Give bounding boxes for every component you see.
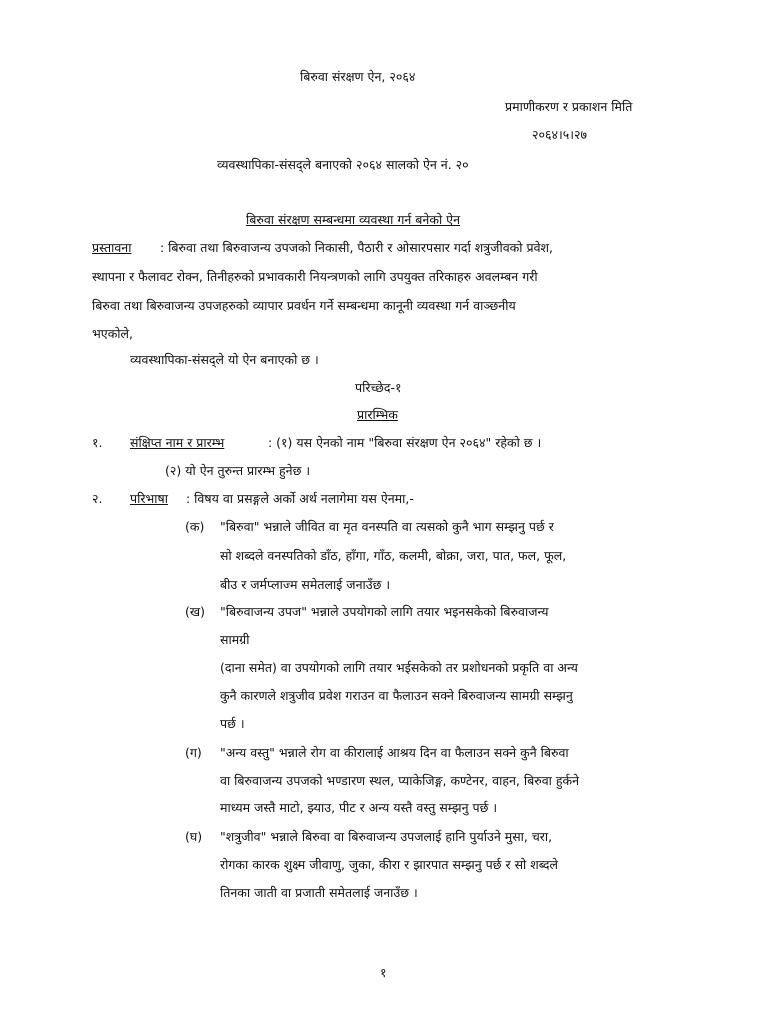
page-number: १ <box>380 965 387 980</box>
section-1-heading: संक्षिप्त नाम र प्रारम्भ <box>130 435 225 450</box>
section-2-text: : विषय वा प्रसङ्गले अर्को अर्थ नलागेमा यस ऐनमा,- <box>186 491 414 506</box>
clause-line: सो शब्दले वनस्पतिको डाँठ, हाँगा, गाँठ, कलमी, बोक्रा, जरा, पात, फल, फूल, <box>220 548 567 563</box>
section-1-text: : (१) यस ऐनको नाम "बिरुवा संरक्षण ऐन २०६४" रहेको छ । <box>268 435 542 450</box>
preamble-label: प्रस्तावना <box>92 240 132 255</box>
section-2-heading: परिभाषा <box>130 491 168 506</box>
chapter-name: प्रारम्भिक <box>357 407 398 422</box>
clause-label: (ख) <box>185 604 205 619</box>
authentication-label: प्रमाणीकरण र प्रकाशन मिति <box>505 99 633 114</box>
clause-line: "अन्य वस्तु" भन्नाले रोग वा कीरालाई आश्रय दिन वा फैलाउन सक्ने कुनै बिरुवा <box>220 745 569 760</box>
authentication-date: २०६४।५।२७ <box>532 127 587 142</box>
clause-line: रोगका कारक शुक्ष्म जीवाणु, जुका, कीरा र झारपात सम्झनु पर्छ र सो शब्दले <box>220 857 559 872</box>
clause-label: (घ) <box>185 829 203 844</box>
clause-line: तिनका जाती वा प्रजाती समेतलाई जनाउँछ । <box>220 885 418 900</box>
preamble-line-1: : बिरुवा तथा बिरुवाजन्य उपजको निकासी, पैठारी र ओसारपसार गर्दा शत्रुजीवको प्रवेश, <box>160 240 553 255</box>
clause-line: वा बिरुवाजन्य उपजको भण्डारण स्थल, प्याकेजिङ्ग, कण्टेनर, वाहन, बिरुवा हुर्कने <box>220 773 580 788</box>
preamble-line-4: भएकोले, <box>92 326 133 341</box>
clause-label: (क) <box>185 519 205 534</box>
clause-line: "बिरुवा" भन्नाले जीवित वा मृत वनस्पति वा त्यसको कुनै भाग सम्झनु पर्छ र <box>220 519 554 534</box>
clause-line: "बिरुवाजन्य उपज" भन्नाले उपयोगको लागि तयार भइनसकेको बिरुवाजन्य <box>220 604 549 619</box>
clause-line: "शत्रुजीव" भन्नाले बिरुवा वा बिरुवाजन्य उपजलाई हानि पुर्याउने मुसा, चरा, <box>220 829 553 844</box>
clause-line: सामग्री <box>220 632 250 647</box>
clause-line: कुनै कारणले शत्रुजीव प्रवेश गराउन वा फैलाउन सक्ने बिरुवाजन्य सामग्री सम्झनु <box>220 688 573 703</box>
clause-label: (ग) <box>185 745 202 760</box>
clause-line: (दाना समेत) वा उपयोगको लागि तयार भईसकेको तर प्रशोधनको प्रकृति वा अन्य <box>220 660 578 675</box>
act-name: बिरुवा संरक्षण ऐन, २०६४ <box>300 69 416 84</box>
chapter-number: परिच्छेद-१ <box>355 380 402 395</box>
section-1-number: १. <box>92 435 103 450</box>
clause-line: माध्यम जस्तै माटो, झ्याउ, पीट र अन्य यस्तै वस्तु सम्झनु पर्छ । <box>220 800 498 815</box>
section-1-subsection-2: (२) यो ऐन तुरुन्त प्रारम्भ हुनेछ । <box>165 463 311 478</box>
preamble-line-3: बिरुवा तथा बिरुवाजन्य उपजहरुको व्यापार प्रवर्धन गर्ने सम्बन्धमा कानूनी व्यवस्था गर्न वाञ्छनीय <box>92 298 516 313</box>
enacting-clause: व्यवस्थापिका-संसद्ले यो ऐन बनाएको छ । <box>130 352 319 367</box>
clause-line: पर्छ । <box>220 716 245 731</box>
enactment-line: व्यवस्थापिका-संसद्ले बनाएको २०६४ सालको ऐन नं. २० <box>217 157 469 172</box>
section-2-number: २. <box>92 491 103 506</box>
act-title: बिरुवा संरक्षण सम्बन्धमा व्यवस्था गर्न बनेको ऐन <box>246 212 461 227</box>
preamble-line-2: स्थापना र फैलावट रोक्न, तिनीहरुको प्रभावकारी नियन्त्रणको लागि उपयुक्त तरिकाहरु अवलम्बन गरी <box>92 269 538 284</box>
clause-line: बीउ र जर्मप्लाज्म समेतलाई जनाउँछ । <box>220 577 391 592</box>
